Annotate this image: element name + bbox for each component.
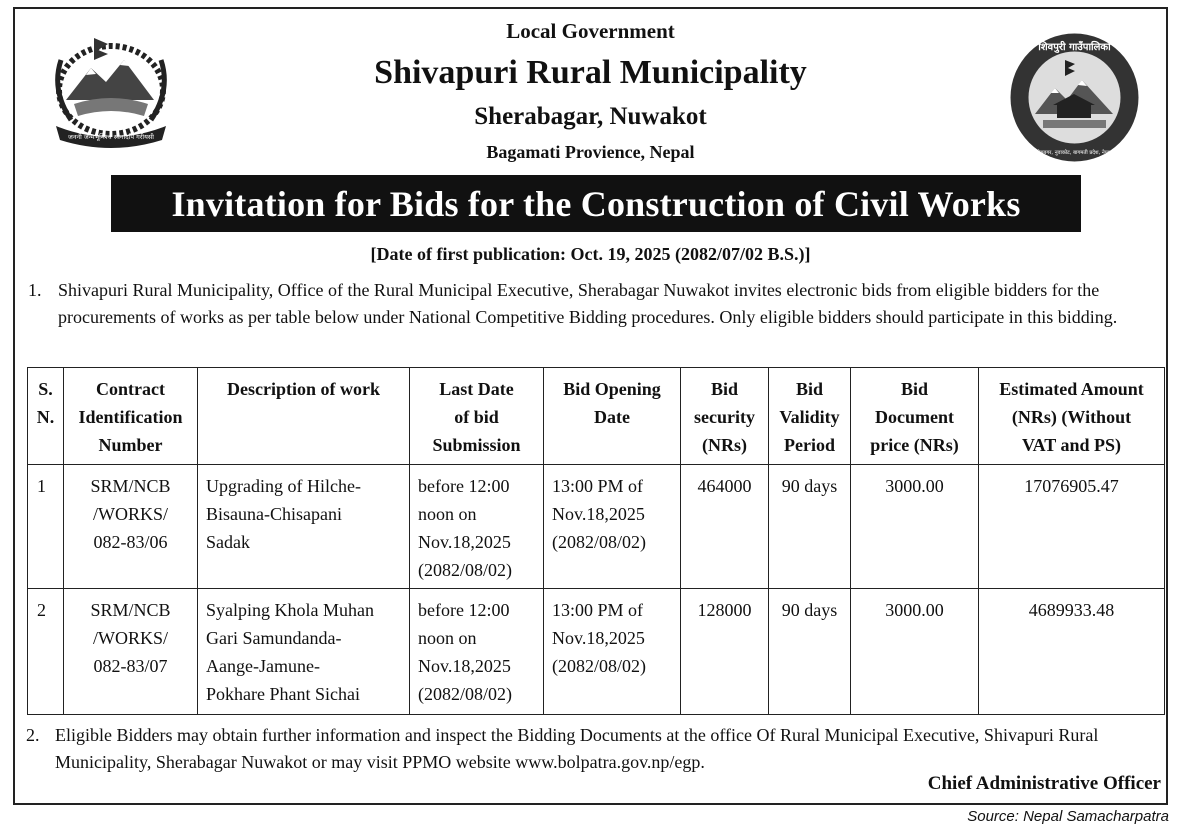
contract-id-cell [64, 465, 198, 589]
table-header-row [28, 368, 1165, 465]
sn-cell-line: 2 [37, 600, 46, 620]
estimated-amount-header-line: (NRs) (Without [1011, 407, 1132, 427]
opening-date-header [544, 368, 681, 465]
last-date-cell-line: (2082/08/02) [418, 560, 512, 580]
validity-header [769, 368, 851, 465]
estimated-amount-cell-line: 4689933.48 [1028, 600, 1115, 620]
opening-date-cell-line: (2082/08/02) [552, 656, 646, 676]
last-date-cell [410, 465, 544, 589]
doc-price-cell-line: 3000.00 [885, 476, 944, 496]
validity-cell [769, 465, 851, 589]
paragraph-1-number: 1. [28, 280, 42, 300]
bid-security-cell [681, 589, 769, 715]
bid-security-cell [681, 465, 769, 589]
last-date-cell-line: (2082/08/02) [418, 684, 512, 704]
header-province: Bagamati Provience, Nepal [486, 142, 695, 162]
seal-address: शेराबगर, नुवाकोट, बागमती प्रदेश, नेपाल [1036, 150, 1113, 156]
description-cell [198, 589, 410, 715]
opening-date-cell-line: 13:00 PM of [552, 476, 644, 496]
doc-price-cell [851, 589, 979, 715]
sn-cell [28, 589, 64, 715]
opening-date-cell [544, 589, 681, 715]
last-date-cell-line: before 12:00 [418, 476, 510, 496]
table-row [28, 589, 1165, 715]
description-cell [198, 465, 410, 589]
opening-date-header-line: Date [594, 407, 630, 427]
bid-security-header-line: Bid [710, 379, 739, 399]
last-date-cell-line: Nov.18,2025 [418, 656, 511, 676]
nepal-emblem-logo [36, 30, 186, 155]
last-date-header-line: Last Date [439, 379, 514, 399]
description-cell-line: Syalping Khola Muhan [206, 600, 374, 620]
header-municipality-title: Shivapuri Rural Municipality [374, 54, 807, 91]
last-date-cell [410, 589, 544, 715]
doc-price-cell-line: 3000.00 [885, 600, 944, 620]
last-date-header [410, 368, 544, 465]
last-date-cell-line: before 12:00 [418, 600, 510, 620]
validity-cell [769, 589, 851, 715]
opening-date-cell-line: Nov.18,2025 [552, 628, 645, 648]
estimated-amount-header-line: VAT and PS) [1021, 435, 1122, 455]
validity-cell-line: 90 days [781, 600, 838, 620]
last-date-cell-line: Nov.18,2025 [418, 532, 511, 552]
estimated-amount-cell-line: 17076905.47 [1024, 476, 1119, 496]
validity-cell-line: 90 days [781, 476, 838, 496]
doc-price-header-line: price (NRs) [870, 435, 959, 455]
bid-security-cell-line: 128000 [697, 600, 752, 620]
contract-id-cell-line: 082-83/07 [93, 656, 168, 676]
opening-date-cell-line: (2082/08/02) [552, 532, 646, 552]
sn-cell [28, 465, 64, 589]
contract-id-header-line: Number [98, 435, 163, 455]
header-location: Sherabagar, Nuwakot [474, 103, 707, 130]
validity-header-line: Period [784, 435, 835, 455]
paragraph-2-number: 2. [26, 725, 40, 745]
paragraph-1-text: Shivapuri Rural Municipality, Office of the Rural Municipal Executive, Sherabagar Nuwakot invites electronic bids from eligible bidders for the procurements of works as per table below under National Competitive Bidding procedures. Only eligible bidders should participate in this bidding. [58, 280, 1118, 327]
last-date-header-line: Submission [432, 435, 521, 455]
contract-id-cell-line: SRM/NCB [90, 476, 171, 496]
bid-security-header [681, 368, 769, 465]
emblem-motto: जननी जन्मभूमिश्च स्वर्गादपि गरीयसी [68, 133, 154, 141]
estimated-amount-header-line: Estimated Amount [999, 379, 1144, 399]
doc-price-header [851, 368, 979, 465]
last-date-cell-line: noon on [418, 628, 477, 648]
paragraph-1 [28, 277, 1168, 359]
description-cell-line: Aange-Jamune- [206, 656, 320, 676]
description-cell-line: Gari Samundanda- [206, 628, 342, 648]
description-header-line: Description of work [227, 379, 380, 399]
description-header [198, 368, 410, 465]
last-date-header-line: of bid [454, 407, 499, 427]
opening-date-cell-line: Nov.18,2025 [552, 504, 645, 524]
validity-header-line: Validity [779, 407, 840, 427]
contract-id-cell-line: SRM/NCB [90, 600, 171, 620]
description-cell-line: Upgrading of Hilche- [206, 476, 361, 496]
contract-id-cell-line: /WORKS/ [92, 504, 168, 524]
opening-date-cell-line: 13:00 PM of [552, 600, 644, 620]
paragraph-2-text: Eligible Bidders may obtain further information and inspect the Bidding Documents at the office Of Rural Municipal Executive, Shivapuri Rural Municipality, Sherabagar Nuwakot or may visit PPMO website www.bolpatra.gov.np/egp. [55, 725, 1099, 772]
contract-id-header-line: Identification [78, 407, 183, 427]
table-row [28, 465, 1165, 589]
contract-id-cell [64, 589, 198, 715]
bid-security-cell-line: 464000 [697, 476, 752, 496]
source-credit: Source: Nepal Samacharpatra [967, 808, 1169, 825]
description-cell-line: Sadak [206, 532, 250, 552]
sn-header-line: S. [38, 379, 53, 399]
bids-table [27, 367, 1165, 715]
header-local-government: Local Government [506, 19, 675, 43]
publication-date: [Date of first publication: Oct. 19, 2025 (2082/07/02 B.S.)] [370, 244, 811, 264]
description-cell-line: Pokhare Phant Sichai [206, 684, 360, 704]
paragraph-2 [26, 722, 1166, 778]
sn-header-line: N. [36, 407, 55, 427]
last-date-cell-line: noon on [418, 504, 477, 524]
estimated-amount-cell [979, 465, 1165, 589]
doc-price-header-line: Bid [900, 379, 929, 399]
sn-cell-line: 1 [37, 476, 46, 496]
doc-price-cell [851, 465, 979, 589]
validity-header-line: Bid [795, 379, 824, 399]
bid-security-header-line: security [694, 407, 755, 427]
contract-id-cell-line: 082-83/06 [93, 532, 168, 552]
estimated-amount-header [979, 368, 1165, 465]
estimated-amount-cell [979, 589, 1165, 715]
sn-header [28, 368, 64, 465]
opening-date-header-line: Bid Opening [563, 379, 661, 399]
description-cell-line: Bisauna-Chisapani [206, 504, 342, 524]
contract-id-cell-line: /WORKS/ [92, 628, 168, 648]
opening-date-cell [544, 465, 681, 589]
doc-price-header-line: Document [875, 407, 954, 427]
contract-id-header [64, 368, 198, 465]
signatory-title: Chief Administrative Officer [927, 773, 1161, 794]
notice-title-banner: Invitation for Bids for the Construction of Civil Works [111, 175, 1081, 232]
contract-id-header-line: Contract [96, 379, 165, 399]
bid-security-header-line: (NRs) [702, 435, 747, 455]
seal-name: शिवपुरी गाउँपालिका [1038, 42, 1111, 53]
